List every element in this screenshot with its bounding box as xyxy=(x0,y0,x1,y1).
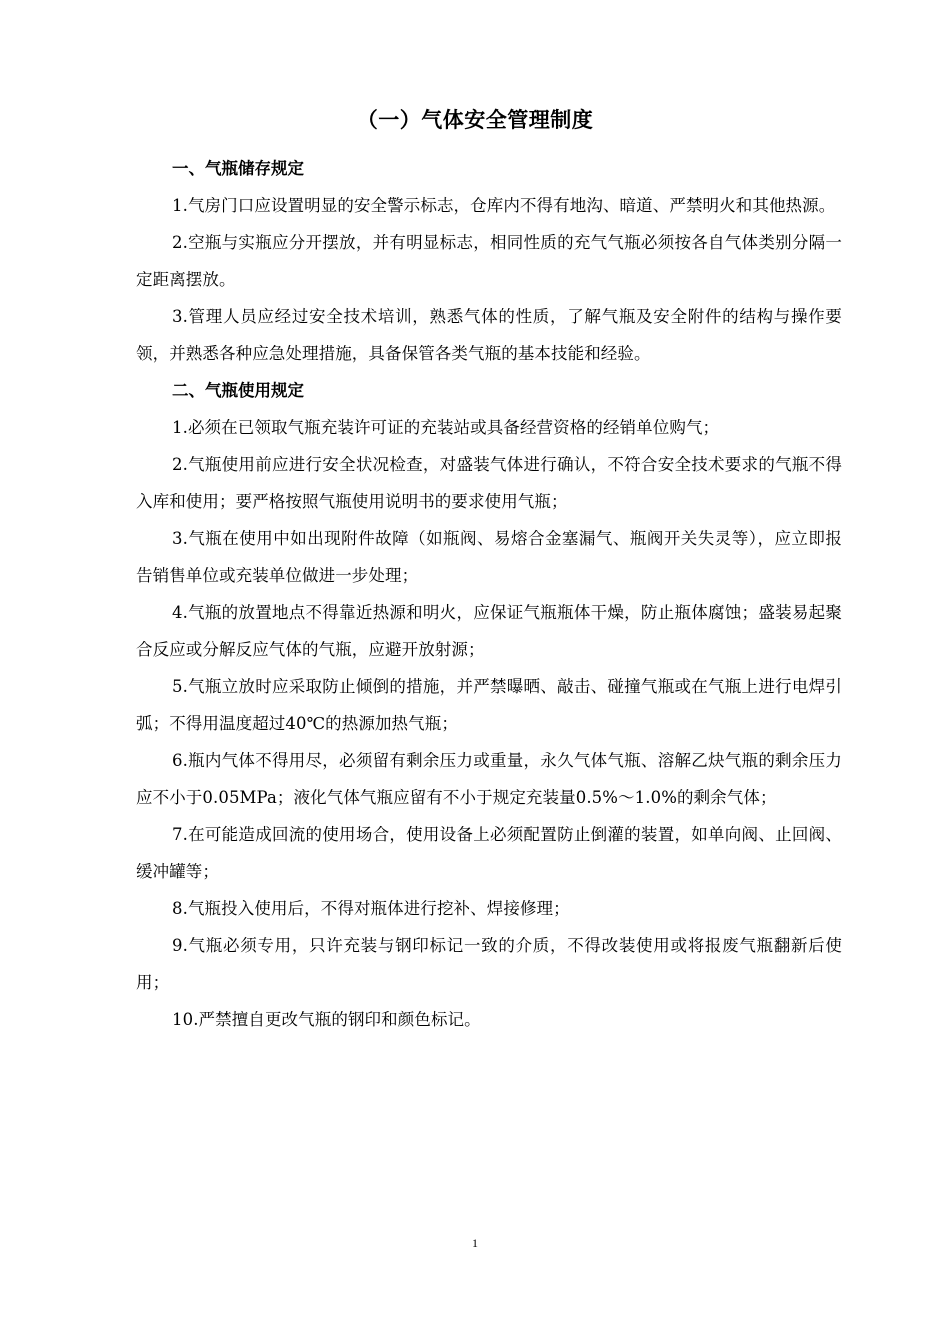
usage-rule-6: 6.瓶内气体不得用尽，必须留有剩余压力或重量，永久气体气瓶、溶解乙炔气瓶的剩余压力应不小于0.05MPa；液化气体气瓶应留有不小于规定充装量0.5%～1.0%的剩余气体； xyxy=(136,751,842,807)
usage-rule-8: 8.气瓶投入使用后，不得对瓶体进行挖补、焊接修理； xyxy=(172,899,570,918)
storage-rule-1: 1.气房门口应设置明显的安全警示标志，仓库内不得有地沟、暗道、严禁明火和其他热源。 xyxy=(172,196,836,215)
usage-rule-7: 7.在可能造成回流的使用场合，使用设备上必须配置防止倒灌的装置，如单向阀、止回阀、缓冲罐等； xyxy=(136,825,842,881)
usage-rule-4: 4.气瓶的放置地点不得靠近热源和明火，应保证气瓶瓶体干燥，防止瓶体腐蚀；盛装易起聚合反应或分解反应气体的气瓶，应避开放射源； xyxy=(136,603,842,659)
document-body xyxy=(136,150,842,1038)
usage-rule-1: 1.必须在已领取气瓶充装许可证的充装站或具备经营资格的经销单位购气； xyxy=(172,418,720,437)
page-title: （一）气体安全管理制度 xyxy=(356,108,594,132)
usage-rule-3: 3.气瓶在使用中如出现附件故障（如瓶阀、易熔合金塞漏气、瓶阀开关失灵等），应立即报告销售单位或充装单位做进一步处理； xyxy=(136,529,842,585)
storage-rule-2: 2.空瓶与实瓶应分开摆放，并有明显标志，相同性质的充气气瓶必须按各自气体类别分隔一定距离摆放。 xyxy=(136,233,842,289)
section-heading-usage: 二、气瓶使用规定 xyxy=(172,381,304,400)
usage-rule-10: 10.严禁擅自更改气瓶的钢印和颜色标记。 xyxy=(172,1010,481,1029)
storage-rule-3: 3.管理人员应经过安全技术培训，熟悉气体的性质，了解气瓶及安全附件的结构与操作要领，并熟悉各种应急处理措施，具备保管各类气瓶的基本技能和经验。 xyxy=(136,307,842,363)
usage-rule-9: 9.气瓶必须专用，只许充装与钢印标记一致的介质，不得改装使用或将报废气瓶翻新后使用； xyxy=(136,936,842,992)
usage-rule-5: 5.气瓶立放时应采取防止倾倒的措施，并严禁曝晒、敲击、碰撞气瓶或在气瓶上进行电焊引弧；不得用温度超过40℃的热源加热气瓶； xyxy=(136,677,842,733)
page-number: 1 xyxy=(472,1236,478,1250)
section-heading-storage: 一、气瓶储存规定 xyxy=(172,159,304,178)
usage-rule-2: 2.气瓶使用前应进行安全状况检查，对盛装气体进行确认，不符合安全技术要求的气瓶不得入库和使用；要严格按照气瓶使用说明书的要求使用气瓶； xyxy=(136,455,842,511)
